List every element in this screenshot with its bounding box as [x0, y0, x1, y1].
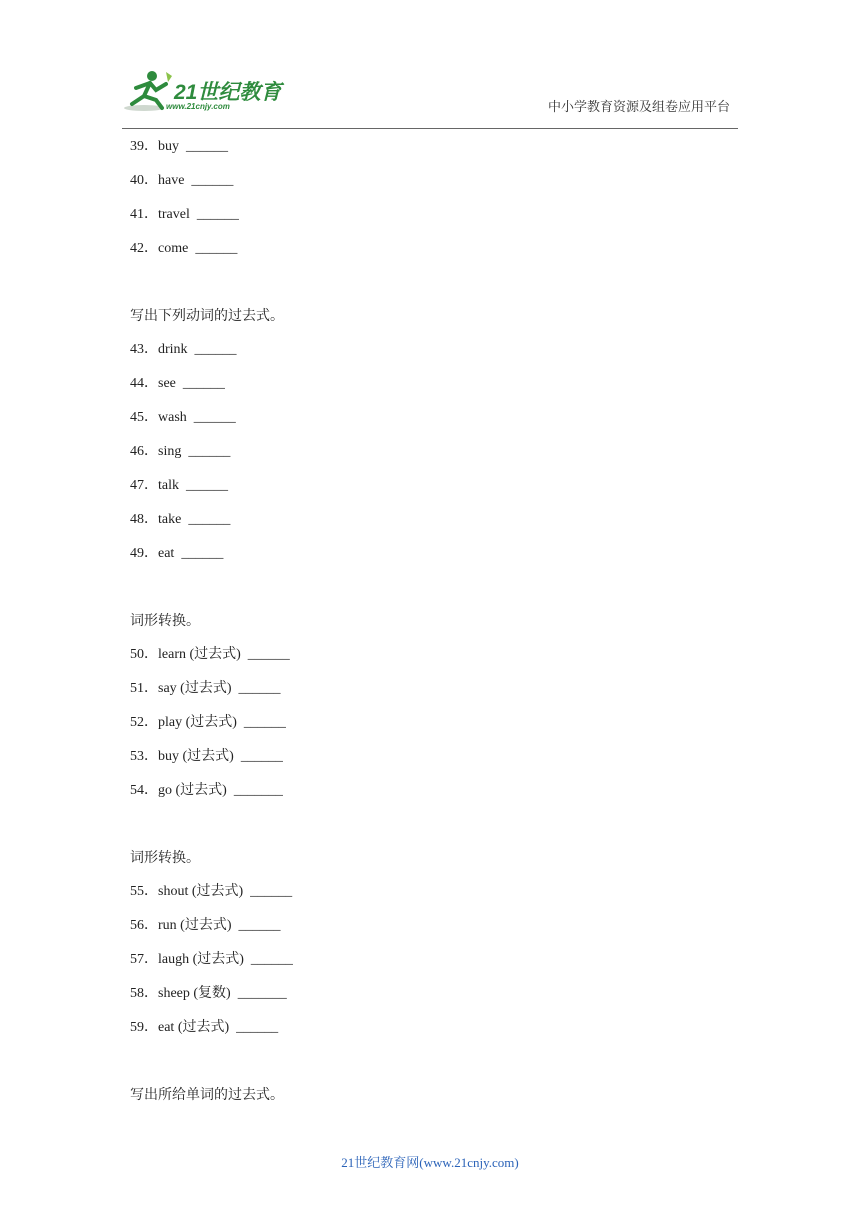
question-number: 48． — [130, 512, 158, 527]
section-gap — [130, 272, 730, 305]
site-logo[interactable] — [122, 68, 292, 116]
section-instruction: 词形转换。 — [130, 850, 200, 866]
question-item — [130, 441, 730, 475]
question-number: 40． — [130, 173, 158, 188]
question-item — [130, 238, 730, 272]
question-number: 52． — [130, 715, 158, 730]
worksheet-content — [130, 136, 730, 1118]
question-number: 43． — [130, 342, 158, 357]
question-text: play (过去式) ______ — [158, 715, 286, 730]
section-instruction: 词形转换。 — [130, 613, 200, 629]
question-text: shout (过去式) ______ — [158, 884, 293, 899]
question-number: 47． — [130, 478, 158, 493]
question-text: take ______ — [158, 512, 231, 527]
question-text: see ______ — [158, 376, 225, 391]
question-item — [130, 204, 730, 238]
question-item — [130, 915, 730, 949]
question-number: 55． — [130, 884, 158, 899]
question-text: drink ______ — [158, 342, 237, 357]
section-instruction: 写出下列动词的过去式。 — [130, 308, 284, 324]
question-number: 45． — [130, 410, 158, 425]
question-number: 59． — [130, 1020, 158, 1035]
question-item — [130, 678, 730, 712]
question-text: buy (过去式) ______ — [158, 749, 283, 764]
question-text: laugh (过去式) ______ — [158, 952, 293, 967]
question-text: sing ______ — [158, 444, 231, 459]
question-item — [130, 373, 730, 407]
question-item — [130, 339, 730, 373]
logo-url: www.21cnjy.com — [166, 102, 230, 111]
question-text: sheep (复数) _______ — [158, 986, 287, 1001]
question-item — [130, 949, 730, 983]
header-tagline: 中小学教育资源及组卷应用平台 — [547, 100, 730, 115]
question-number: 54． — [130, 783, 158, 798]
question-text: talk ______ — [158, 478, 228, 493]
question-number: 41． — [130, 207, 158, 222]
question-text: learn (过去式) ______ — [158, 647, 290, 662]
question-item — [130, 1017, 730, 1051]
question-text: wash ______ — [158, 410, 236, 425]
question-item — [130, 983, 730, 1017]
question-text: run (过去式) ______ — [158, 918, 281, 933]
question-item — [130, 475, 730, 509]
page-header — [0, 0, 860, 130]
question-number: 42． — [130, 241, 158, 256]
question-text: buy ______ — [158, 139, 228, 154]
question-item — [130, 543, 730, 577]
question-number: 46． — [130, 444, 158, 459]
question-item — [130, 644, 730, 678]
question-number: 53． — [130, 749, 158, 764]
question-text: have ______ — [158, 173, 234, 188]
question-item — [130, 746, 730, 780]
question-number: 57． — [130, 952, 158, 967]
question-number: 56． — [130, 918, 158, 933]
question-number: 51． — [130, 681, 158, 696]
question-item — [130, 136, 730, 170]
question-item — [130, 407, 730, 441]
question-text: come ______ — [158, 241, 238, 256]
section-gap — [130, 814, 730, 847]
question-item — [130, 780, 730, 814]
section-gap — [130, 577, 730, 610]
question-number: 58． — [130, 986, 158, 1001]
section-gap — [130, 1051, 730, 1084]
question-text: eat (过去式) ______ — [158, 1020, 279, 1035]
question-item — [130, 712, 730, 746]
question-text: say (过去式) ______ — [158, 681, 281, 696]
page-footer[interactable]: 21世纪教育网(www.21cnjy.com) — [341, 1155, 519, 1170]
question-text: go (过去式) _______ — [158, 783, 283, 798]
question-number: 49． — [130, 546, 158, 561]
header-divider — [122, 128, 738, 129]
question-number: 44． — [130, 376, 158, 391]
section-instruction: 写出所给单词的过去式。 — [130, 1087, 284, 1103]
question-number: 50． — [130, 647, 158, 662]
question-item — [130, 170, 730, 204]
question-item — [130, 509, 730, 543]
logo-text: 21世纪教育 — [174, 81, 282, 104]
question-text: travel ______ — [158, 207, 239, 222]
question-item — [130, 881, 730, 915]
question-text: eat ______ — [158, 546, 224, 561]
question-number: 39． — [130, 139, 158, 154]
